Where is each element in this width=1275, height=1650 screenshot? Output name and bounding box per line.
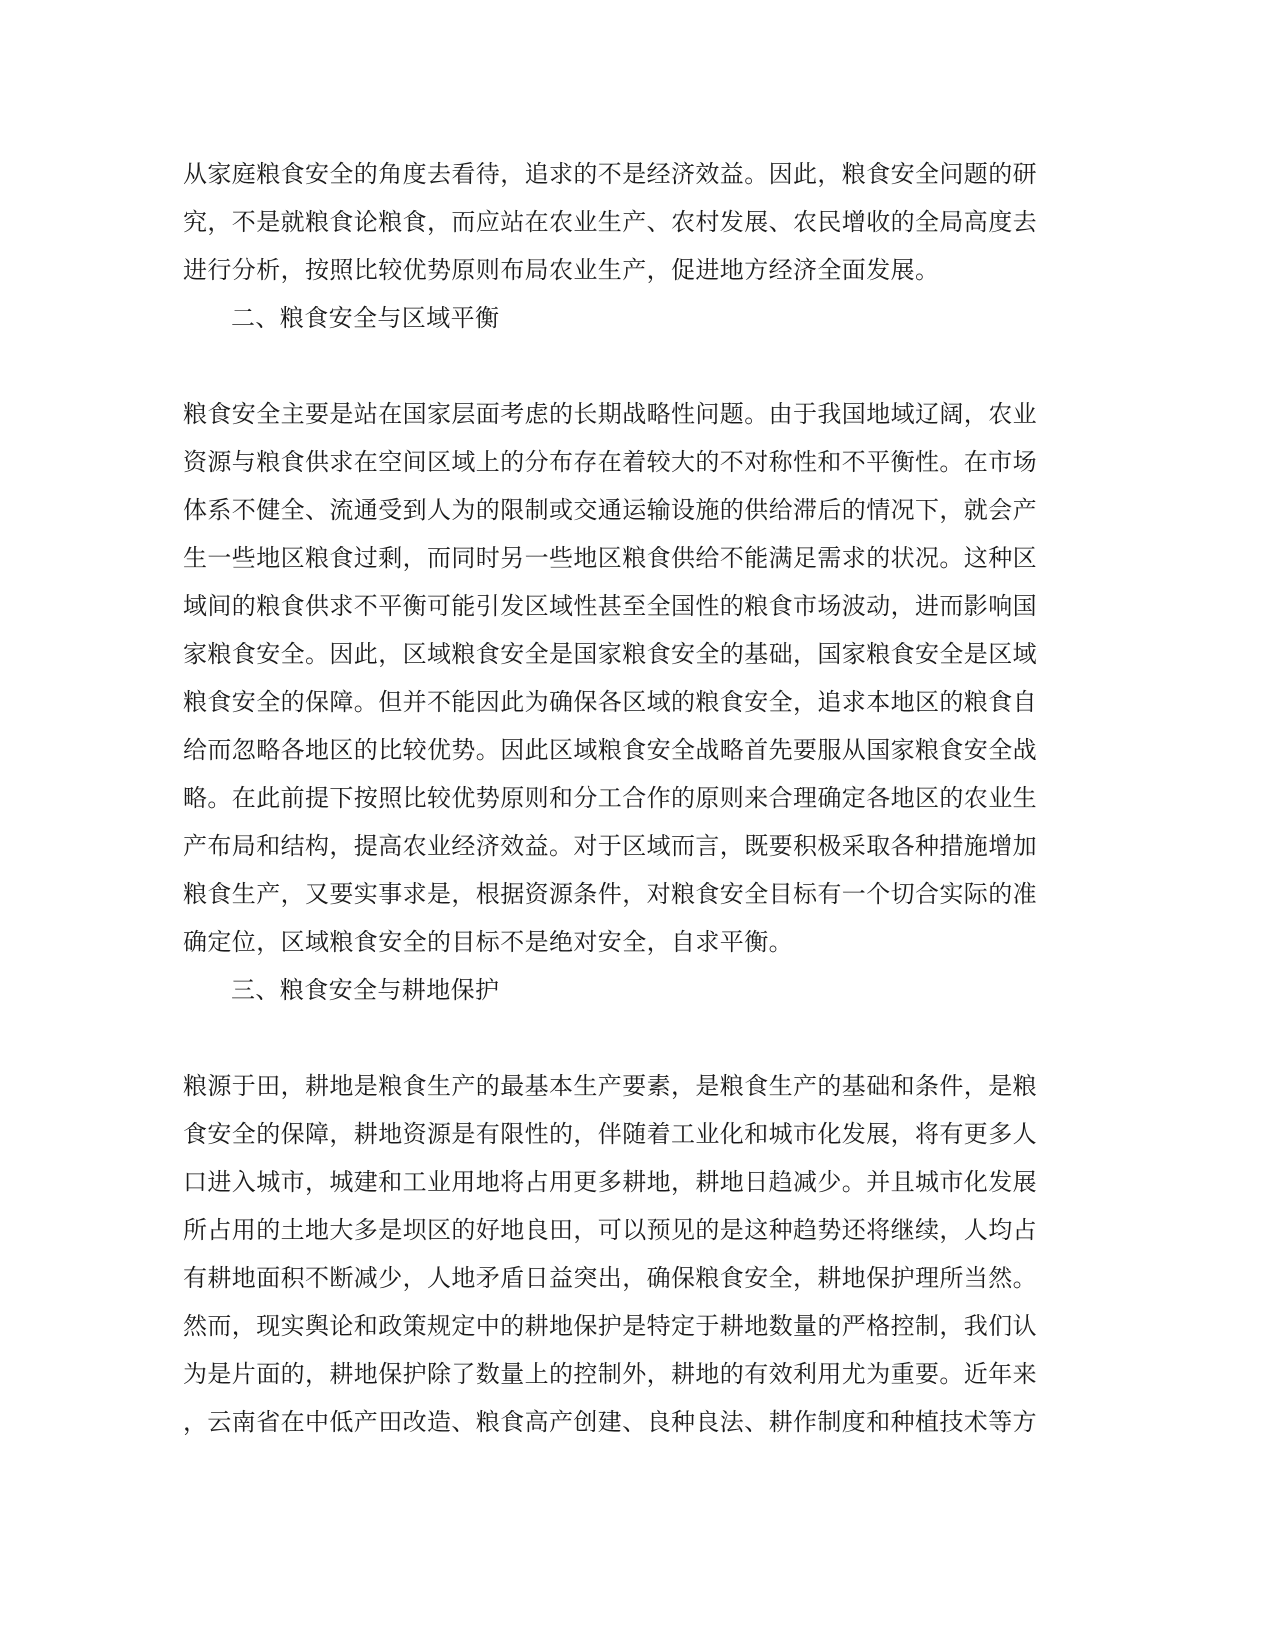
text-line: 粮食安全的保障。但并不能因此为确保各区域的粮食安全，追求本地区的粮食自	[183, 688, 1037, 716]
text-line: 给而忽略各地区的比较优势。因此区域粮食安全战略首先要服从国家粮食安全战	[183, 736, 1037, 764]
text-line: 为是片面的，耕地保护除了数量上的控制外，耕地的有效利用尤为重要。近年来	[183, 1360, 1037, 1388]
text-line: 从家庭粮食安全的角度去看待，追求的不是经济效益。因此，粮食安全问题的研	[183, 160, 1037, 188]
text-line: 有耕地面积不断减少，人地矛盾日益突出，确保粮食安全，耕地保护理所当然。	[183, 1264, 1037, 1292]
document-page	[183, 150, 1065, 1446]
text-line: 进行分析，按照比较优势原则布局农业生产，促进地方经济全面发展。	[183, 256, 940, 284]
text-line: 食安全的保障，耕地资源是有限性的，伴随着工业化和城市化发展，将有更多人	[183, 1120, 1037, 1148]
paragraph-family-food-security	[183, 150, 1065, 294]
text-line: 产布局和结构，提高农业经济效益。对于区域而言，既要积极采取各种措施增加	[183, 832, 1037, 860]
text-line: 然而，现实舆论和政策规定中的耕地保护是特定于耕地数量的严格控制，我们认	[183, 1312, 1037, 1340]
text-line: 域间的粮食供求不平衡可能引发区域性甚至全国性的粮食市场波动，进而影响国	[183, 592, 1037, 620]
section-heading-regional-balance: 二、粮食安全与区域平衡	[231, 304, 500, 332]
text-line: 资源与粮食供求在空间区域上的分布存在着较大的不对称性和不平衡性。在市场	[183, 448, 1037, 476]
text-line: ，云南省在中低产田改造、粮食高产创建、良种良法、耕作制度和种植技术等方	[183, 1408, 1037, 1436]
spacer	[183, 342, 1065, 390]
text-line: 略。在此前提下按照比较优势原则和分工合作的原则来合理确定各地区的农业生	[183, 784, 1037, 812]
text-line: 口进入城市，城建和工业用地将占用更多耕地，耕地日趋减少。并且城市化发展	[183, 1168, 1037, 1196]
text-line: 究，不是就粮食论粮食，而应站在农业生产、农村发展、农民增收的全局高度去	[183, 208, 1037, 236]
paragraph-farmland-protection	[183, 1062, 1065, 1446]
text-line: 粮源于田，耕地是粮食生产的最基本生产要素，是粮食生产的基础和条件，是粮	[183, 1072, 1037, 1100]
text-line: 确定位，区域粮食安全的目标不是绝对安全，自求平衡。	[183, 928, 793, 956]
text-line: 生一些地区粮食过剩，而同时另一些地区粮食供给不能满足需求的状况。这种区	[183, 544, 1037, 572]
spacer	[183, 1014, 1065, 1062]
text-line: 粮食安全主要是站在国家层面考虑的长期战略性问题。由于我国地域辽阔，农业	[183, 400, 1037, 428]
text-line: 粮食生产，又要实事求是，根据资源条件，对粮食安全目标有一个切合实际的准	[183, 880, 1037, 908]
text-line: 所占用的土地大多是坝区的好地良田，可以预见的是这种趋势还将继续，人均占	[183, 1216, 1037, 1244]
paragraph-regional-balance	[183, 390, 1065, 966]
text-line: 体系不健全、流通受到人为的限制或交通运输设施的供给滞后的情况下，就会产	[183, 496, 1037, 524]
section-heading-farmland-protection: 三、粮食安全与耕地保护	[231, 976, 500, 1004]
text-line: 家粮食安全。因此，区域粮食安全是国家粮食安全的基础，国家粮食安全是区域	[183, 640, 1037, 668]
